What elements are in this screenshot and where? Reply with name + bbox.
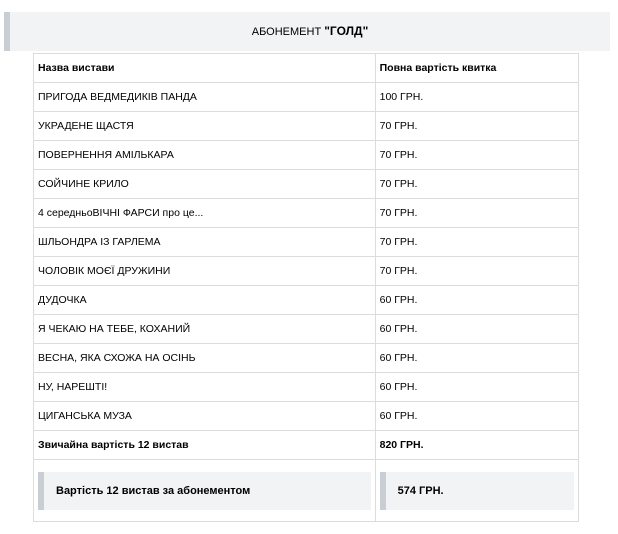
table-row bbox=[34, 83, 579, 112]
show-title: ВЕСНА, ЯКА СХОЖА НА ОСІНЬ bbox=[34, 344, 376, 373]
column-header-price: Повна вартість квитка bbox=[375, 54, 578, 83]
subscription-title-prefix: АБОНЕМЕНТ bbox=[251, 26, 325, 38]
table-row bbox=[34, 112, 579, 141]
show-title: УКРАДЕНЕ ЩАСТЯ bbox=[34, 112, 376, 141]
show-title: ДУДОЧКА bbox=[34, 286, 376, 315]
show-title: ПОВЕРНЕННЯ АМІЛЬКАРА bbox=[34, 141, 376, 170]
show-price: 70 ГРН. bbox=[375, 170, 578, 199]
show-title: Я ЧЕКАЮ НА ТЕБЕ, КОХАНИЙ bbox=[34, 315, 376, 344]
table-row bbox=[34, 141, 579, 170]
table-row bbox=[34, 286, 579, 315]
subscription-header bbox=[4, 12, 610, 51]
show-price: 60 ГРН. bbox=[375, 373, 578, 402]
show-price: 60 ГРН. bbox=[375, 402, 578, 431]
show-title: СОЙЧИНЕ КРИЛО bbox=[34, 170, 376, 199]
show-title: ЧОЛОВІК МОЄЇ ДРУЖИНИ bbox=[34, 257, 376, 286]
show-price: 70 ГРН. bbox=[375, 257, 578, 286]
show-title: ШЛЬОНДРА ІЗ ГАРЛЕМА bbox=[34, 228, 376, 257]
subscription-price-row bbox=[34, 460, 579, 522]
subscription-title-name: "ГОЛД" bbox=[324, 24, 369, 38]
show-title: ПРИГОДА ВЕДМЕДИКІВ ПАНДА bbox=[34, 83, 376, 112]
table-row bbox=[34, 257, 579, 286]
table-row bbox=[34, 402, 579, 431]
table-row bbox=[34, 315, 579, 344]
total-value: 820 ГРН. bbox=[375, 431, 578, 460]
subscription-label: Вартість 12 вистав за абонементом bbox=[38, 472, 371, 510]
table-row bbox=[34, 344, 579, 373]
subscription-title bbox=[10, 12, 610, 51]
prices-table bbox=[33, 53, 579, 522]
show-title: НУ, НАРЕШТІ! bbox=[34, 373, 376, 402]
total-row bbox=[34, 431, 579, 460]
column-header-title: Назва вистави bbox=[34, 54, 376, 83]
table-header-row bbox=[34, 54, 579, 83]
table-row bbox=[34, 228, 579, 257]
show-price: 70 ГРН. bbox=[375, 199, 578, 228]
table-row bbox=[34, 373, 579, 402]
show-price: 70 ГРН. bbox=[375, 112, 578, 141]
show-price: 60 ГРН. bbox=[375, 315, 578, 344]
subscription-label-cell bbox=[34, 460, 376, 522]
show-price: 60 ГРН. bbox=[375, 286, 578, 315]
show-title: ЦИГАНСЬКА МУЗА bbox=[34, 402, 376, 431]
show-price: 70 ГРН. bbox=[375, 141, 578, 170]
total-label: Звичайна вартість 12 вистав bbox=[34, 431, 376, 460]
subscription-value-cell bbox=[375, 460, 578, 522]
table-row bbox=[34, 199, 579, 228]
show-price: 60 ГРН. bbox=[375, 344, 578, 373]
show-price: 70 ГРН. bbox=[375, 228, 578, 257]
table-row bbox=[34, 170, 579, 199]
show-price: 100 ГРН. bbox=[375, 83, 578, 112]
show-title: 4 середньоВІЧНІ ФАРСИ про це... bbox=[34, 199, 376, 228]
subscription-value: 574 ГРН. bbox=[380, 472, 574, 510]
